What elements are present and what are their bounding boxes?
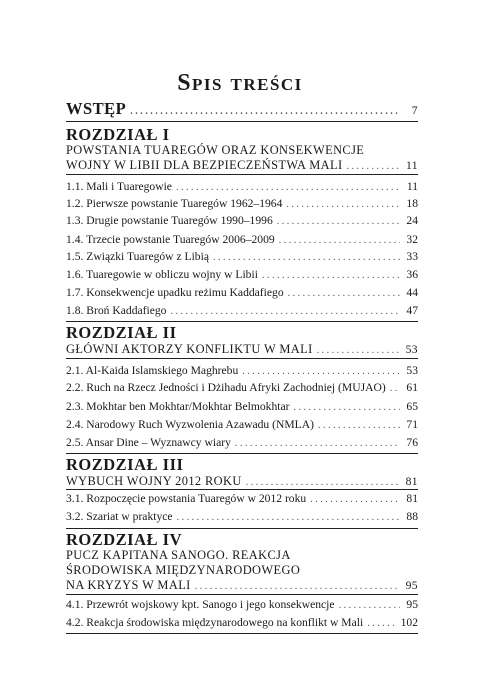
toc-entry-section[interactable] xyxy=(66,436,418,451)
section-page: 65 xyxy=(406,400,418,413)
section-title: 2.4. Narodowy Ruch Wyzwolenia Azawadu (NMLA) xyxy=(66,418,314,431)
section-title: 1.4. Trzecie powstanie Tuaregów 2006–2009 xyxy=(66,233,275,246)
divider-rule xyxy=(66,174,418,175)
toc-entry-section[interactable] xyxy=(66,598,418,613)
section-page: 44 xyxy=(406,286,418,299)
section-title: 1.3. Drugie powstanie Tuaregów 1990–1996 xyxy=(66,214,273,227)
page-title: Spis treści xyxy=(177,70,303,96)
section-title: 4.1. Przewrót wojskowy kpt. Sanogo i jego konsekwencje xyxy=(66,598,335,611)
section-page: 33 xyxy=(406,250,418,263)
toc-entry-section[interactable] xyxy=(66,214,418,229)
section-page: 36 xyxy=(406,268,418,281)
toc-entry-title: WSTĘP xyxy=(66,99,127,118)
section-page: 88 xyxy=(406,510,418,523)
dot-leader xyxy=(235,437,400,451)
toc-entry-chapter-4[interactable] xyxy=(66,578,418,594)
toc-entry-intro[interactable] xyxy=(66,100,418,121)
dot-leader xyxy=(288,287,400,301)
dot-leader xyxy=(246,476,400,490)
chapter-title-line: GŁÓWNI AKTORZY KONFLIKTU W MALI xyxy=(66,342,313,356)
section-title: 1.1. Mali i Tuaregowie xyxy=(66,180,172,193)
dot-leader xyxy=(286,198,400,212)
dot-leader xyxy=(279,234,400,248)
toc-entry-page: 11 xyxy=(406,159,418,172)
chapter-label: ROZDZIAŁ I xyxy=(66,125,170,144)
divider-rule xyxy=(66,633,418,634)
section-page: 61 xyxy=(406,381,418,394)
section-page: 32 xyxy=(406,233,418,246)
chapter-title-line: WOJNY W LIBII DLA BEZPIECZEŃSTWA MALI xyxy=(66,158,343,172)
section-page: 95 xyxy=(406,598,418,611)
chapter-title-line: WYBUCH WOJNY 2012 ROKU xyxy=(66,474,242,488)
dot-leader xyxy=(318,419,400,433)
divider-rule xyxy=(66,321,418,322)
toc-entry-section[interactable] xyxy=(66,616,418,631)
toc-entry-page: 53 xyxy=(405,343,418,356)
section-title: 2.3. Mokhtar ben Mokhtar/Mokhtar Belmokhtar xyxy=(66,400,290,413)
toc-entry-section[interactable] xyxy=(66,510,418,525)
toc-entry-section[interactable] xyxy=(66,233,418,248)
toc-entry-section[interactable] xyxy=(66,286,418,301)
chapter-title-line: ŚRODOWISKA MIĘDZYNARODOWEGO xyxy=(66,563,301,577)
toc-entry-section[interactable] xyxy=(66,381,418,396)
chapter-label: ROZDZIAŁ III xyxy=(66,455,184,474)
toc-entry-section[interactable] xyxy=(66,304,418,319)
divider-rule xyxy=(66,594,418,595)
dot-leader xyxy=(262,269,400,283)
dot-leader xyxy=(317,344,400,358)
dot-leader xyxy=(277,215,400,229)
divider-rule xyxy=(66,358,418,359)
dot-leader xyxy=(293,401,400,415)
dot-leader xyxy=(346,160,400,174)
section-page: 53 xyxy=(406,364,418,377)
section-page: 76 xyxy=(406,436,418,449)
dot-leader xyxy=(195,580,400,594)
toc-entry-page: 7 xyxy=(411,104,418,117)
section-page: 102 xyxy=(400,616,418,629)
toc-entry-section[interactable] xyxy=(66,250,418,265)
dot-leader xyxy=(367,617,396,631)
section-page: 24 xyxy=(406,214,418,227)
toc-entry-section[interactable] xyxy=(66,197,418,212)
section-title: 1.8. Broń Kaddafiego xyxy=(66,304,167,317)
dot-leader xyxy=(339,599,400,613)
divider-rule xyxy=(66,489,418,490)
toc-entry-section[interactable] xyxy=(66,492,418,507)
toc-entry-chapter-1[interactable] xyxy=(66,158,418,174)
divider-rule xyxy=(66,453,418,454)
section-title: 1.7. Konsekwencje upadku reżimu Kaddafiego xyxy=(66,286,284,299)
section-page: 11 xyxy=(406,180,418,193)
section-title: 2.2. Ruch na Rzecz Jedności i Dżihadu Afryki Zachodniej (MUJAO) xyxy=(66,381,386,394)
chapter-title-line: PUCZ KAPITANA SANOGO. REAKCJA xyxy=(66,548,291,562)
toc-entry-section[interactable] xyxy=(66,400,418,415)
section-title: 3.1. Rozpoczęcie powstania Tuaregów w 2012 roku xyxy=(66,492,307,505)
dot-leader xyxy=(170,305,400,319)
toc-entry-page: 81 xyxy=(405,475,418,488)
chapter-title-line: POWSTANIA TUAREGÓW ORAZ KONSEKWENCJE xyxy=(66,143,365,157)
section-title: 3.2. Szariat w praktyce xyxy=(66,510,173,523)
toc-entry-chapter-2[interactable] xyxy=(66,342,418,358)
dot-leader xyxy=(213,251,400,265)
divider-rule xyxy=(66,121,418,122)
chapter-title-line: NA KRYZYS W MALI xyxy=(66,578,191,592)
section-title: 2.1. Al-Kaida Islamskiego Maghrebu xyxy=(66,364,239,377)
dot-leader xyxy=(177,511,400,525)
toc-entry-section[interactable] xyxy=(66,418,418,433)
section-title: 2.5. Ansar Dine – Wyznawcy wiary xyxy=(66,436,231,449)
toc-entry-section[interactable] xyxy=(66,268,418,283)
dot-leader xyxy=(390,382,400,396)
dot-leader xyxy=(242,365,400,379)
section-page: 18 xyxy=(406,197,418,210)
divider-rule xyxy=(66,528,418,529)
toc-entry-section[interactable] xyxy=(66,364,418,379)
section-title: 1.2. Pierwsze powstanie Tuaregów 1962–1964 xyxy=(66,197,283,210)
section-title: 4.2. Reakcja środowiska międzynarodowego na konflikt w Mali xyxy=(66,616,364,629)
section-page: 47 xyxy=(406,304,418,317)
section-page: 71 xyxy=(406,418,418,431)
section-title: 1.6. Tuaregowie w obliczu wojny w Libii xyxy=(66,268,258,281)
section-title: 1.5. Związki Tuaregów z Libią xyxy=(66,250,209,263)
dot-leader xyxy=(130,103,400,121)
toc-entry-chapter-3[interactable] xyxy=(66,474,418,490)
dot-leader xyxy=(310,493,400,507)
chapter-label: ROZDZIAŁ II xyxy=(66,323,177,342)
chapter-label: ROZDZIAŁ IV xyxy=(66,530,182,549)
dot-leader xyxy=(176,181,400,195)
toc-entry-page: 95 xyxy=(405,579,418,592)
section-page: 81 xyxy=(406,492,418,505)
toc-entry-section[interactable] xyxy=(66,180,418,195)
